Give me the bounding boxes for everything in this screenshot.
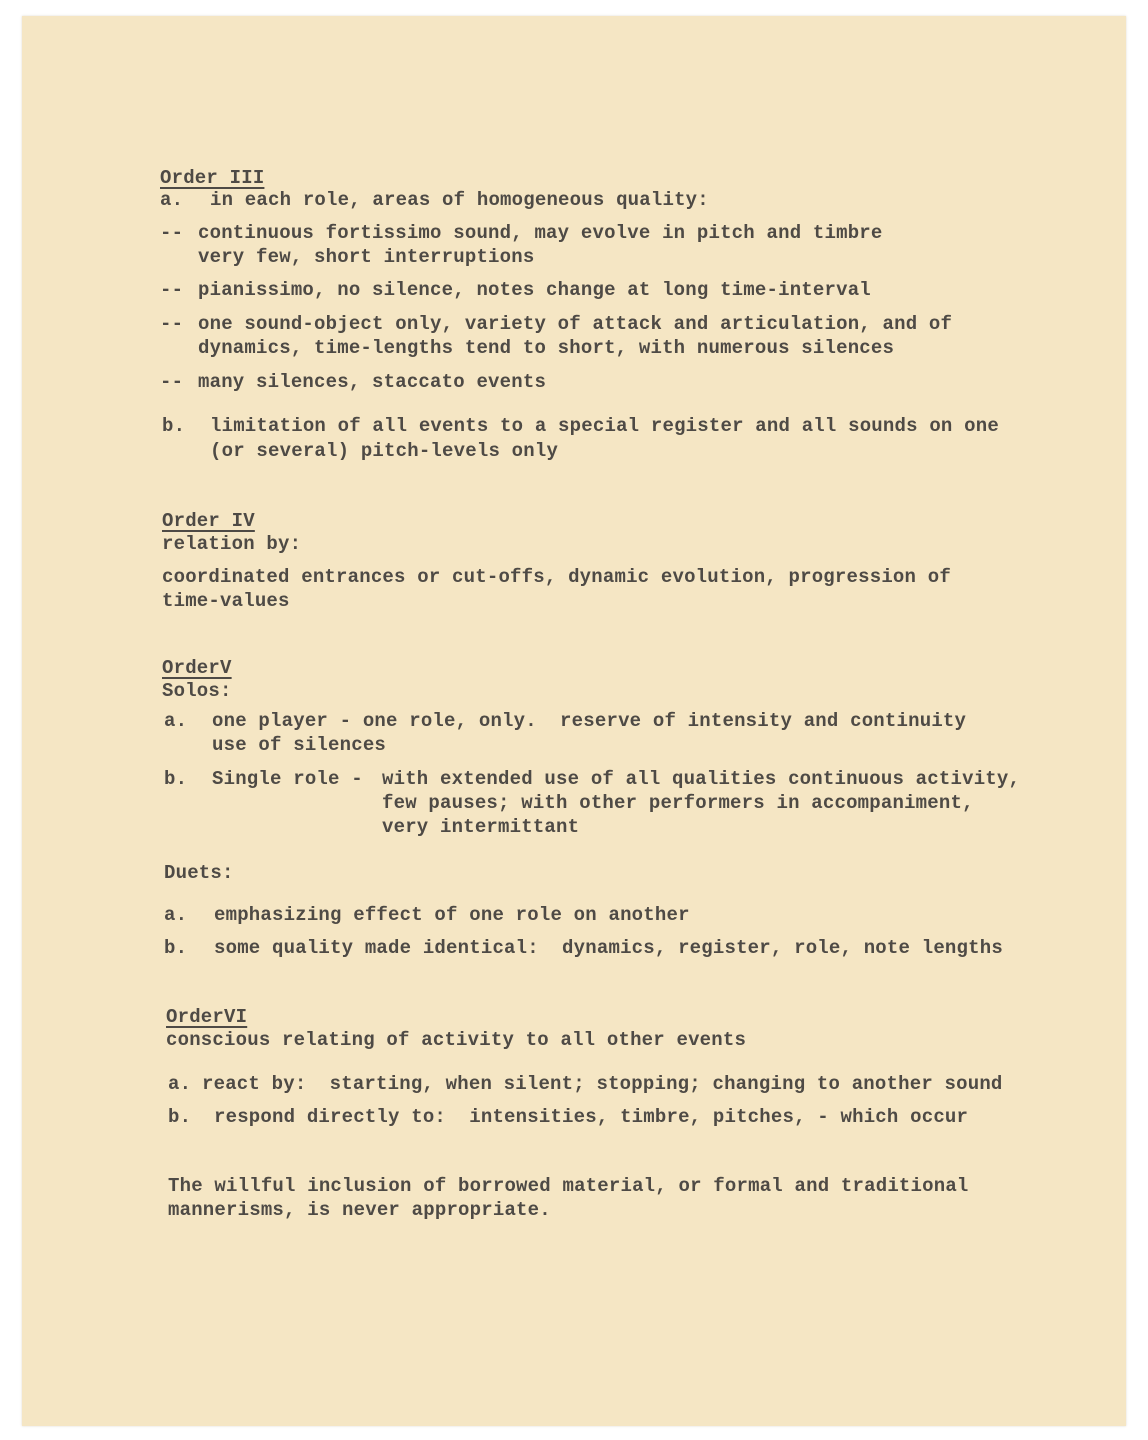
list-dash: -- [160,371,184,393]
list-dash: -- [160,313,184,335]
order-5-heading: OrderV [162,657,232,679]
order-6-a-text: react by: starting, when silent; stopping; changing to another sound [202,1073,1003,1095]
solos-a-line: one player - one role, only. reserve of intensity and continuity [212,710,967,732]
list-item-line: dynamics, time-lengths tend to short, with numerous silences [198,337,895,359]
duets-a-text: emphasizing effect of one role on another [214,904,690,926]
duets-b-label: b. [164,937,188,959]
order-3-heading: Order III [160,167,265,189]
order-6-b-text: respond directly to: intensities, timbre, pitches, - which occur [214,1106,969,1128]
duets-b-text: some quality made identical: dynamics, register, role, note lengths [214,937,1003,959]
list-item-line: continuous fortissimo sound, may evolve in pitch and timbre [198,222,883,244]
closing-line: The willful inclusion of borrowed material, or formal and traditional [168,1175,969,1197]
order-3-b-line: limitation of all events to a special register and all sounds on one [210,415,999,437]
order-4-line: coordinated entrances or cut-offs, dynamic evolution, progression of [162,566,951,588]
order-3-b-line: (or several) pitch-levels only [210,440,559,462]
order-3-a-text: in each role, areas of homogeneous quality: [210,189,709,211]
solos-heading: Solos: [162,680,232,702]
order-6-a-label: a. [168,1073,192,1095]
solos-a-line: use of silences [212,734,387,756]
list-item-line: very few, short interruptions [198,246,535,268]
order-6-b-label: b. [168,1106,192,1128]
solos-b-line: with extended use of all qualities continuous activity, [382,768,1021,790]
order-6-heading: OrderVI [166,1006,248,1028]
order-4-heading: Order IV [162,510,255,532]
duets-heading: Duets: [164,862,234,884]
typewritten-page [22,16,1126,1426]
list-dash: -- [160,279,184,301]
order-6-subheading: conscious relating of activity to all other events [166,1029,747,1051]
solos-b-label: b. [164,768,188,790]
closing-line: mannerisms, is never appropriate. [168,1199,551,1221]
solos-b-line: very intermittant [382,816,580,838]
list-item-line: one sound-object only, variety of attack and articulation, and of [198,313,953,335]
solos-b-line: few pauses; with other performers in accompaniment, [382,792,974,814]
order-4-subheading: relation by: [162,533,302,555]
order-3-b-label: b. [162,415,186,437]
duets-a-label: a. [164,904,188,926]
list-dash: -- [160,222,184,244]
order-4-line: time-values [162,590,290,612]
solos-a-label: a. [164,710,188,732]
order-3-a-label: a. [160,189,184,211]
list-item-line: pianissimo, no silence, notes change at long time-interval [198,279,871,301]
solos-b-lead: Single role - [212,768,363,790]
list-item-line: many silences, staccato events [198,371,547,393]
